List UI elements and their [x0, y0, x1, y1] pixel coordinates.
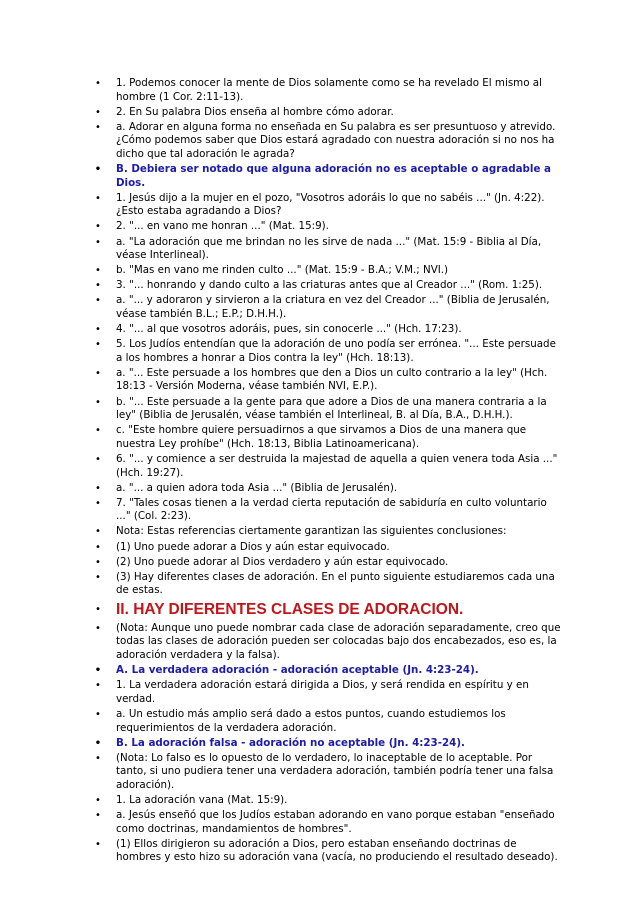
list-item [93, 571, 563, 598]
bullet-icon: • [95, 680, 101, 692]
bullet-icon: • [95, 497, 101, 509]
list-item [93, 77, 563, 104]
bullet-icon: • [95, 622, 101, 634]
list-item [93, 367, 563, 394]
list-item [93, 525, 563, 539]
list-item-text: a. "La adoración que me brindan no les sirve de nada ..." (Mat. 15:9 - Biblia al Día, véase Interlineal). [116, 235, 542, 262]
list-item [93, 482, 563, 496]
list-item-text: 1. Podemos conocer la mente de Dios solamente como se ha revelado El mismo al hombre (1 Cor. 2:11-13). [116, 77, 542, 103]
bullet-icon: • [95, 280, 101, 292]
list-item [93, 679, 563, 706]
bullet-icon: • [95, 810, 101, 822]
list-item [93, 264, 563, 278]
list-item [93, 622, 563, 663]
bullet-icon: • [95, 752, 101, 764]
list-item [93, 236, 563, 263]
bullet-icon: • [95, 324, 101, 336]
list-item-text: 1. La verdadera adoración estará dirigida a Dios, y será rendida en espíritu y en verdad. [116, 679, 529, 705]
bullet-icon: • [95, 367, 101, 379]
bullet-icon: • [95, 453, 101, 465]
bullet-icon: • [95, 526, 101, 538]
list-item-text: (1) Ellos dirigieron su adoración a Dios, pero estaban enseñando doctrinas de hombres y esto hizo su adoración vana (vacía, no produciendo el resultado deseado). [116, 837, 558, 864]
list-item [93, 453, 563, 480]
list-item-text: 4. "... al que vosotros adoráis, pues, sin conocerle ..." (Hch. 17:23). [116, 323, 462, 336]
list-item-text: a. "... Este persuade a los hombres que den a Dios un culto contrario a la ley" (Hch. 18:13 - Versión Moderna, véase también NVI, E.P.). [116, 366, 548, 393]
list-item [93, 396, 563, 423]
list-item [93, 338, 563, 365]
list-item [93, 121, 563, 162]
subsection-heading [93, 163, 563, 190]
list-item [93, 708, 563, 735]
list-item-text: 7. "Tales cosas tienen a la verdad cierta reputación de sabiduría en culto voluntario ..." (Col. 2:23). [116, 496, 547, 523]
list-item [93, 794, 563, 808]
list-item-text: (3) Hay diferentes clases de adoración. En el punto siguiente estudiaremos cada una de estas. [116, 570, 555, 597]
section-heading [93, 600, 563, 619]
list-item [93, 220, 563, 234]
list-item-text: Nota: Estas referencias ciertamente garantizan las siguientes conclusiones: [116, 525, 507, 538]
list-item [93, 294, 563, 321]
list-item-text: 3. "... honrando y dando culto a las criaturas antes que al Creador ..." (Rom. 1:25). [116, 279, 543, 292]
list-item-text: b. "Mas en vano me rinden culto ..." (Mat. 15:9 - B.A.; V.M.; NVI.) [116, 264, 449, 277]
list-item-text: a. "... a quien adora toda Asia ..." (Biblia de Jerusalén). [116, 481, 398, 494]
bullet-icon: • [95, 571, 101, 583]
bullet-icon: • [96, 603, 100, 615]
bullet-icon: • [94, 164, 102, 176]
bullet-icon: • [95, 295, 101, 307]
list-item [93, 752, 563, 793]
subsection-heading [93, 737, 563, 751]
list-item [93, 556, 563, 570]
list-item [93, 838, 563, 865]
list-item-text: c. "Este hombre quiere persuadirnos a que sirvamos a Dios de una manera que nuestra Ley prohíbe" (Hch. 18:13, Biblia Latinoamericana). [116, 424, 527, 450]
list-item-text: 2. "... en vano me honran ..." (Mat. 15:9). [116, 220, 329, 233]
list-item-text: II. HAY DIFERENTES CLASES DE ADORACION. [116, 600, 464, 618]
bullet-icon: • [95, 795, 101, 806]
list-item [93, 809, 563, 836]
bullet-icon: • [94, 737, 102, 749]
list-item-text: 2. En Su palabra Dios enseña al hombre cómo adorar. [116, 105, 394, 118]
bullet-icon: • [95, 838, 101, 850]
bullet-icon: • [95, 78, 101, 89]
bullet-icon: • [95, 192, 101, 204]
list-item-text: a. "... y adoraron y sirvieron a la criatura en vez del Creador ..." (Biblia de Jerusalén, véase también B.L.; E.P.; D.H.H.). [116, 294, 550, 320]
list-item-text: 5. Los Judíos entendían que la adoración de uno podía ser errónea. "... Este persuade a los hombres a honrar a Dios contra la ley" (Hch. 18:13). [116, 338, 556, 364]
list-item-text: (2) Uno puede adorar al Dios verdadero y aún estar equivocado. [116, 555, 449, 568]
list-item [93, 424, 563, 451]
list-item-text: B. Debiera ser notado que alguna adoración no es aceptable o agradable a Dios. [116, 163, 551, 189]
list-item-text: (Nota: Aunque uno puede nombrar cada clase de adoración separadamente, creo que todas las clases de adoración pueden ser colocadas bajo dos encabezados, eso es, la adoración verdadera y la falsa). [116, 621, 561, 662]
bullet-icon: • [95, 482, 101, 494]
list-item-text: (1) Uno puede adorar a Dios y aún estar equivocado. [116, 540, 390, 553]
list-item [93, 106, 563, 120]
list-item [93, 192, 563, 219]
list-item-text: a. Adorar en alguna forma no enseñada en Su palabra es ser presuntuoso y atrevido. ¿Cómo podemos saber que Dios estará agradado con nuestra adoración si no nos ha dicho que tal adoración le agrada? [116, 120, 556, 160]
list-item [93, 279, 563, 293]
list-item-text: 1. Jesús dijo a la mujer en el pozo, "Vosotros adoráis lo que no sabéis ..." (Jn. 4:22). ¿Esto estaba agradando a Dios? [116, 191, 545, 218]
bullet-icon: • [95, 339, 101, 351]
list-item [93, 323, 563, 337]
list-item-text: b. "... Este persuade a la gente para que adore a Dios de una manera contraria a la ley" (Biblia de Jerusalén, véase también el Interlineal, B. al Día, B.A., D.H.H.). [116, 395, 547, 422]
bullet-icon: • [94, 665, 102, 677]
bullet-icon: • [95, 708, 101, 720]
list-item-text: 6. "... y comience a ser destruida la majestad de aquella a quien venera toda Asia ..." (Hch. 19:27). [116, 452, 558, 479]
bullet-icon: • [95, 396, 101, 408]
list-item-text: B. La adoración falsa - adoración no aceptable (Jn. 4:23-24). [116, 736, 465, 749]
bullet-icon: • [95, 425, 101, 437]
list-item [93, 497, 563, 524]
bullet-icon: • [95, 221, 101, 233]
list-item-text: a. Un estudio más amplio será dado a estos puntos, cuando estudiemos los requerimientos de la verdadera adoración. [116, 707, 506, 734]
bullet-icon: • [95, 556, 101, 568]
bullet-icon: • [95, 121, 101, 133]
bullet-icon: • [95, 106, 101, 118]
bullet-icon: • [95, 541, 101, 553]
subsection-heading [93, 664, 563, 678]
list-item-text: a. Jesús enseñó que los Judíos estaban adorando en vano porque estaban "enseñado como doctrinas, mandamientos de hombres". [116, 809, 555, 835]
list-item-text: (Nota: Lo falso es lo opuesto de lo verdadero, lo inaceptable de lo aceptable. Por tanto, si uno pudiera tener una verdadera adoración, también podría tener una falsa adoración). [116, 751, 554, 791]
list-item-text: A. La verdadera adoración - adoración aceptable (Jn. 4:23-24). [116, 664, 479, 677]
outline-list [93, 77, 563, 866]
bullet-icon: • [95, 265, 101, 277]
list-item [93, 541, 563, 555]
list-item-text: 1. La adoración vana (Mat. 15:9). [116, 794, 288, 806]
bullet-icon: • [95, 236, 101, 248]
